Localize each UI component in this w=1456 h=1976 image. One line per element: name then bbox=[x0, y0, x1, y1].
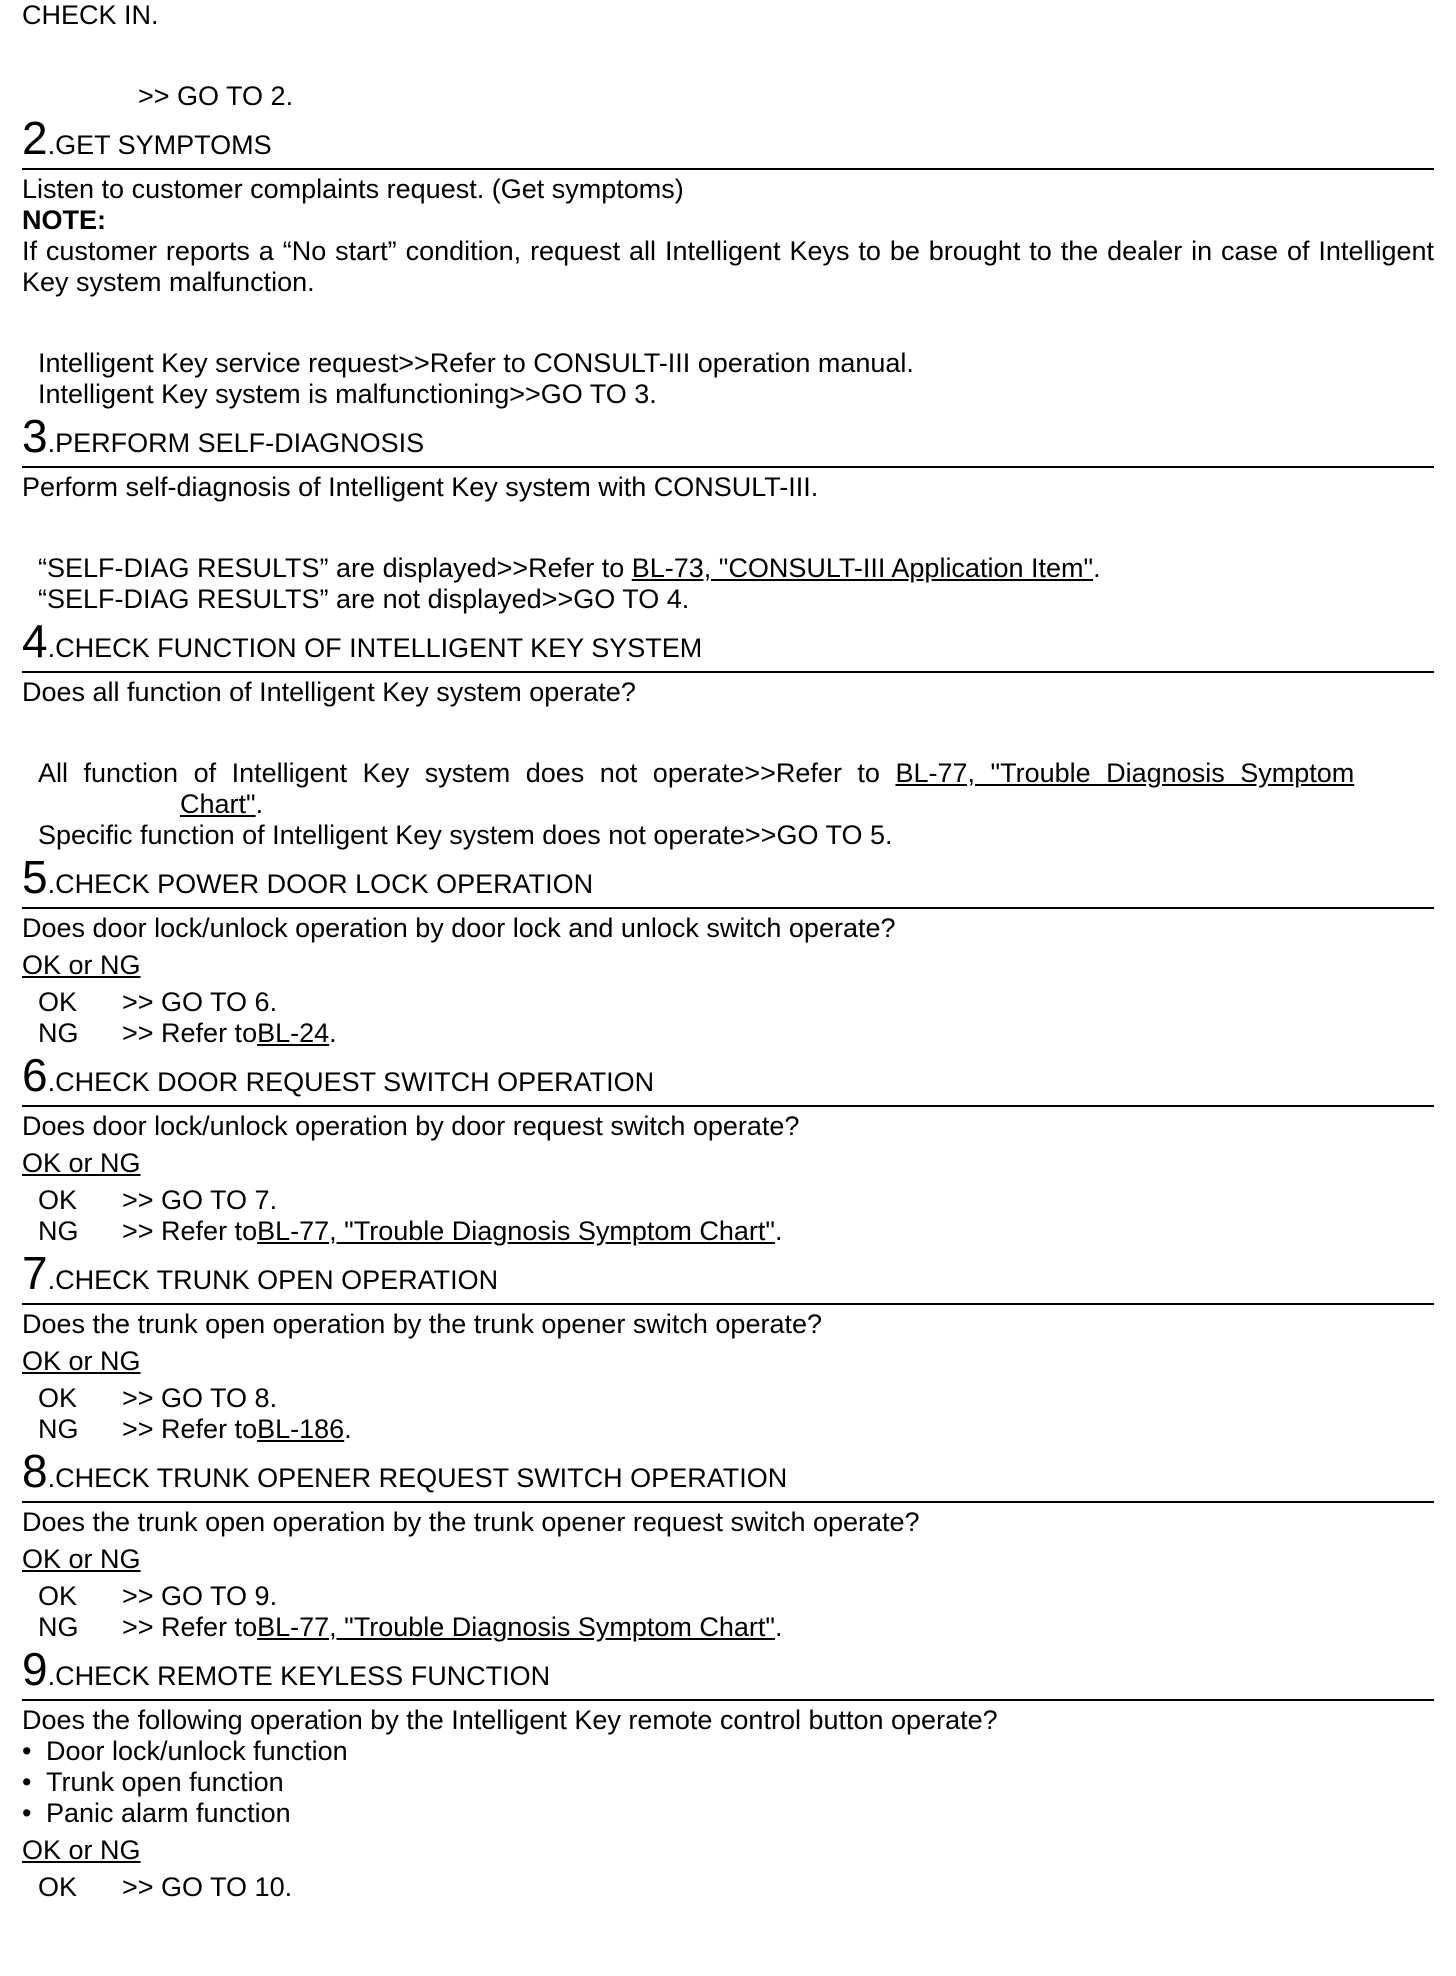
step-9-okng: OK or NG bbox=[22, 1835, 141, 1865]
bl-24-link[interactable]: BL-24 bbox=[257, 1018, 330, 1048]
step-7-ok-row: OK >> GO TO 8. bbox=[38, 1383, 278, 1413]
bullet-item: • Door lock/unlock function bbox=[22, 1736, 348, 1766]
step-5-heading: 5 . CHECK POWER DOOR LOCK OPERATION bbox=[22, 853, 1434, 909]
step-7-okng: OK or NG bbox=[22, 1346, 141, 1376]
step-6-text: Does door lock/unlock operation by door request switch operate? bbox=[22, 1111, 800, 1141]
bl-186-link[interactable]: BL-186 bbox=[257, 1414, 345, 1444]
step-2-note-text: If customer reports a “No start” condition, request all Intelligent Keys to be brought to the dealer in case of Intelligent Key system malfunction. bbox=[22, 236, 1434, 297]
step-5-ng-row: NG >> Refer to BL-24 . bbox=[38, 1018, 337, 1048]
step-9-heading: 9 . CHECK REMOTE KEYLESS FUNCTION bbox=[22, 1645, 1434, 1701]
step-5-okng: OK or NG bbox=[22, 950, 141, 980]
step-2-number: 2 bbox=[22, 112, 48, 164]
bl-77-link-cont[interactable]: Chart" bbox=[180, 789, 256, 819]
step-8-ok-row: OK >> GO TO 9. bbox=[38, 1581, 278, 1611]
step-9-body bbox=[22, 1701, 1434, 1903]
step-8-ng-row: NG >> Refer to BL-77, "Trouble Diagnosis Symptom Chart" . bbox=[38, 1612, 783, 1642]
step-4-number: 4 bbox=[22, 615, 48, 667]
step-8-text: Does the trunk open operation by the trunk opener request switch operate? bbox=[22, 1507, 920, 1537]
step-4-body bbox=[22, 673, 1434, 851]
service-manual-page bbox=[22, 0, 1434, 1903]
step-6-number: 6 bbox=[22, 1049, 48, 1101]
step-4-result-2: Specific function of Intelligent Key system does not operate>>GO TO 5. bbox=[38, 820, 893, 850]
step-4-result-1: All function of Intelligent Key system does not operate>>Refer to BL-77, "Trouble Diagnosis Symptom bbox=[38, 758, 1355, 788]
step-2-title: GET SYMPTOMS bbox=[55, 130, 272, 160]
step-5-body bbox=[22, 909, 1434, 1049]
step-3-title: PERFORM SELF-DIAGNOSIS bbox=[55, 428, 425, 458]
step-2-note-label: NOTE: bbox=[22, 205, 106, 235]
step-8-number: 8 bbox=[22, 1445, 48, 1497]
step-8-heading: 8 . CHECK TRUNK OPENER REQUEST SWITCH OPERATION bbox=[22, 1447, 1434, 1503]
step-5-number: 5 bbox=[22, 851, 48, 903]
step-9-ok-row: OK >> GO TO 10. bbox=[38, 1872, 293, 1902]
step-8-body bbox=[22, 1503, 1434, 1643]
step-3-number: 3 bbox=[22, 410, 48, 462]
step-7-ng-row: NG >> Refer to BL-186 . bbox=[38, 1414, 352, 1444]
step-7-number: 7 bbox=[22, 1247, 48, 1299]
step-3-body bbox=[22, 468, 1434, 615]
step-7-title: CHECK TRUNK OPEN OPERATION bbox=[55, 1265, 499, 1295]
bullet-item: • Trunk open function bbox=[22, 1767, 284, 1797]
bullet-icon: • bbox=[22, 1767, 32, 1797]
step-9-number: 9 bbox=[22, 1643, 48, 1695]
step-3-result-1: “SELF-DIAG RESULTS” are displayed>>Refer to BL-73, "CONSULT-III Application Item". bbox=[38, 553, 1101, 583]
step-6-ok-row: OK >> GO TO 7. bbox=[38, 1185, 278, 1215]
step-7-body bbox=[22, 1305, 1434, 1445]
bl-77-link-step-6[interactable]: BL-77, "Trouble Diagnosis Symptom Chart" bbox=[257, 1216, 775, 1246]
bullet-icon: • bbox=[22, 1798, 32, 1828]
step-4-text: Does all function of Intelligent Key system operate? bbox=[22, 677, 636, 707]
bl-77-link[interactable]: BL-77, "Trouble Diagnosis Symptom bbox=[895, 758, 1355, 788]
step-5-title: CHECK POWER DOOR LOCK OPERATION bbox=[55, 869, 594, 899]
step-2-result-2: Intelligent Key system is malfunctioning>>GO TO 3. bbox=[38, 379, 657, 409]
step-5-ok-row: OK >> GO TO 6. bbox=[38, 987, 278, 1017]
intro-goto: >> GO TO 2. bbox=[138, 81, 294, 111]
step-6-body bbox=[22, 1107, 1434, 1247]
step-2-text: Listen to customer complaints request. (Get symptoms) bbox=[22, 174, 684, 204]
step-7-heading: 7 . CHECK TRUNK OPEN OPERATION bbox=[22, 1249, 1434, 1305]
intro-text: CHECK IN. bbox=[22, 0, 159, 30]
step-3-text: Perform self-diagnosis of Intelligent Key system with CONSULT-III. bbox=[22, 472, 819, 502]
bl-77-link-step-8[interactable]: BL-77, "Trouble Diagnosis Symptom Chart" bbox=[257, 1612, 775, 1642]
step-8-okng: OK or NG bbox=[22, 1544, 141, 1574]
step-4-result-1-cont: Chart". bbox=[180, 789, 264, 819]
bullet-icon: • bbox=[22, 1736, 32, 1766]
step-3-result-2: “SELF-DIAG RESULTS” are not displayed>>GO TO 4. bbox=[38, 584, 690, 614]
step-3-heading: 3 . PERFORM SELF-DIAGNOSIS bbox=[22, 412, 1434, 468]
step-2-body bbox=[22, 170, 1434, 410]
step-5-text: Does door lock/unlock operation by door lock and unlock switch operate? bbox=[22, 913, 896, 943]
step-6-okng: OK or NG bbox=[22, 1148, 141, 1178]
step-6-heading: 6 . CHECK DOOR REQUEST SWITCH OPERATION bbox=[22, 1051, 1434, 1107]
step-6-ng-row: NG >> Refer to BL-77, "Trouble Diagnosis Symptom Chart" . bbox=[38, 1216, 783, 1246]
step-2-heading: 2 . GET SYMPTOMS bbox=[22, 114, 1434, 170]
step-2-result-1: Intelligent Key service request>>Refer to CONSULT-III operation manual. bbox=[38, 348, 914, 378]
step-6-title: CHECK DOOR REQUEST SWITCH OPERATION bbox=[55, 1067, 655, 1097]
bl-73-link[interactable]: BL-73, "CONSULT-III Application Item" bbox=[631, 553, 1094, 583]
step-7-text: Does the trunk open operation by the trunk opener switch operate? bbox=[22, 1309, 823, 1339]
step-4-heading: 4 . CHECK FUNCTION OF INTELLIGENT KEY SYSTEM bbox=[22, 617, 1434, 673]
bullet-item: • Panic alarm function bbox=[22, 1798, 291, 1828]
step-8-title: CHECK TRUNK OPENER REQUEST SWITCH OPERATION bbox=[55, 1463, 788, 1493]
step-9-title: CHECK REMOTE KEYLESS FUNCTION bbox=[55, 1661, 551, 1691]
step-9-text: Does the following operation by the Intelligent Key remote control button operate? bbox=[22, 1705, 998, 1735]
step-4-title: CHECK FUNCTION OF INTELLIGENT KEY SYSTEM bbox=[55, 633, 703, 663]
